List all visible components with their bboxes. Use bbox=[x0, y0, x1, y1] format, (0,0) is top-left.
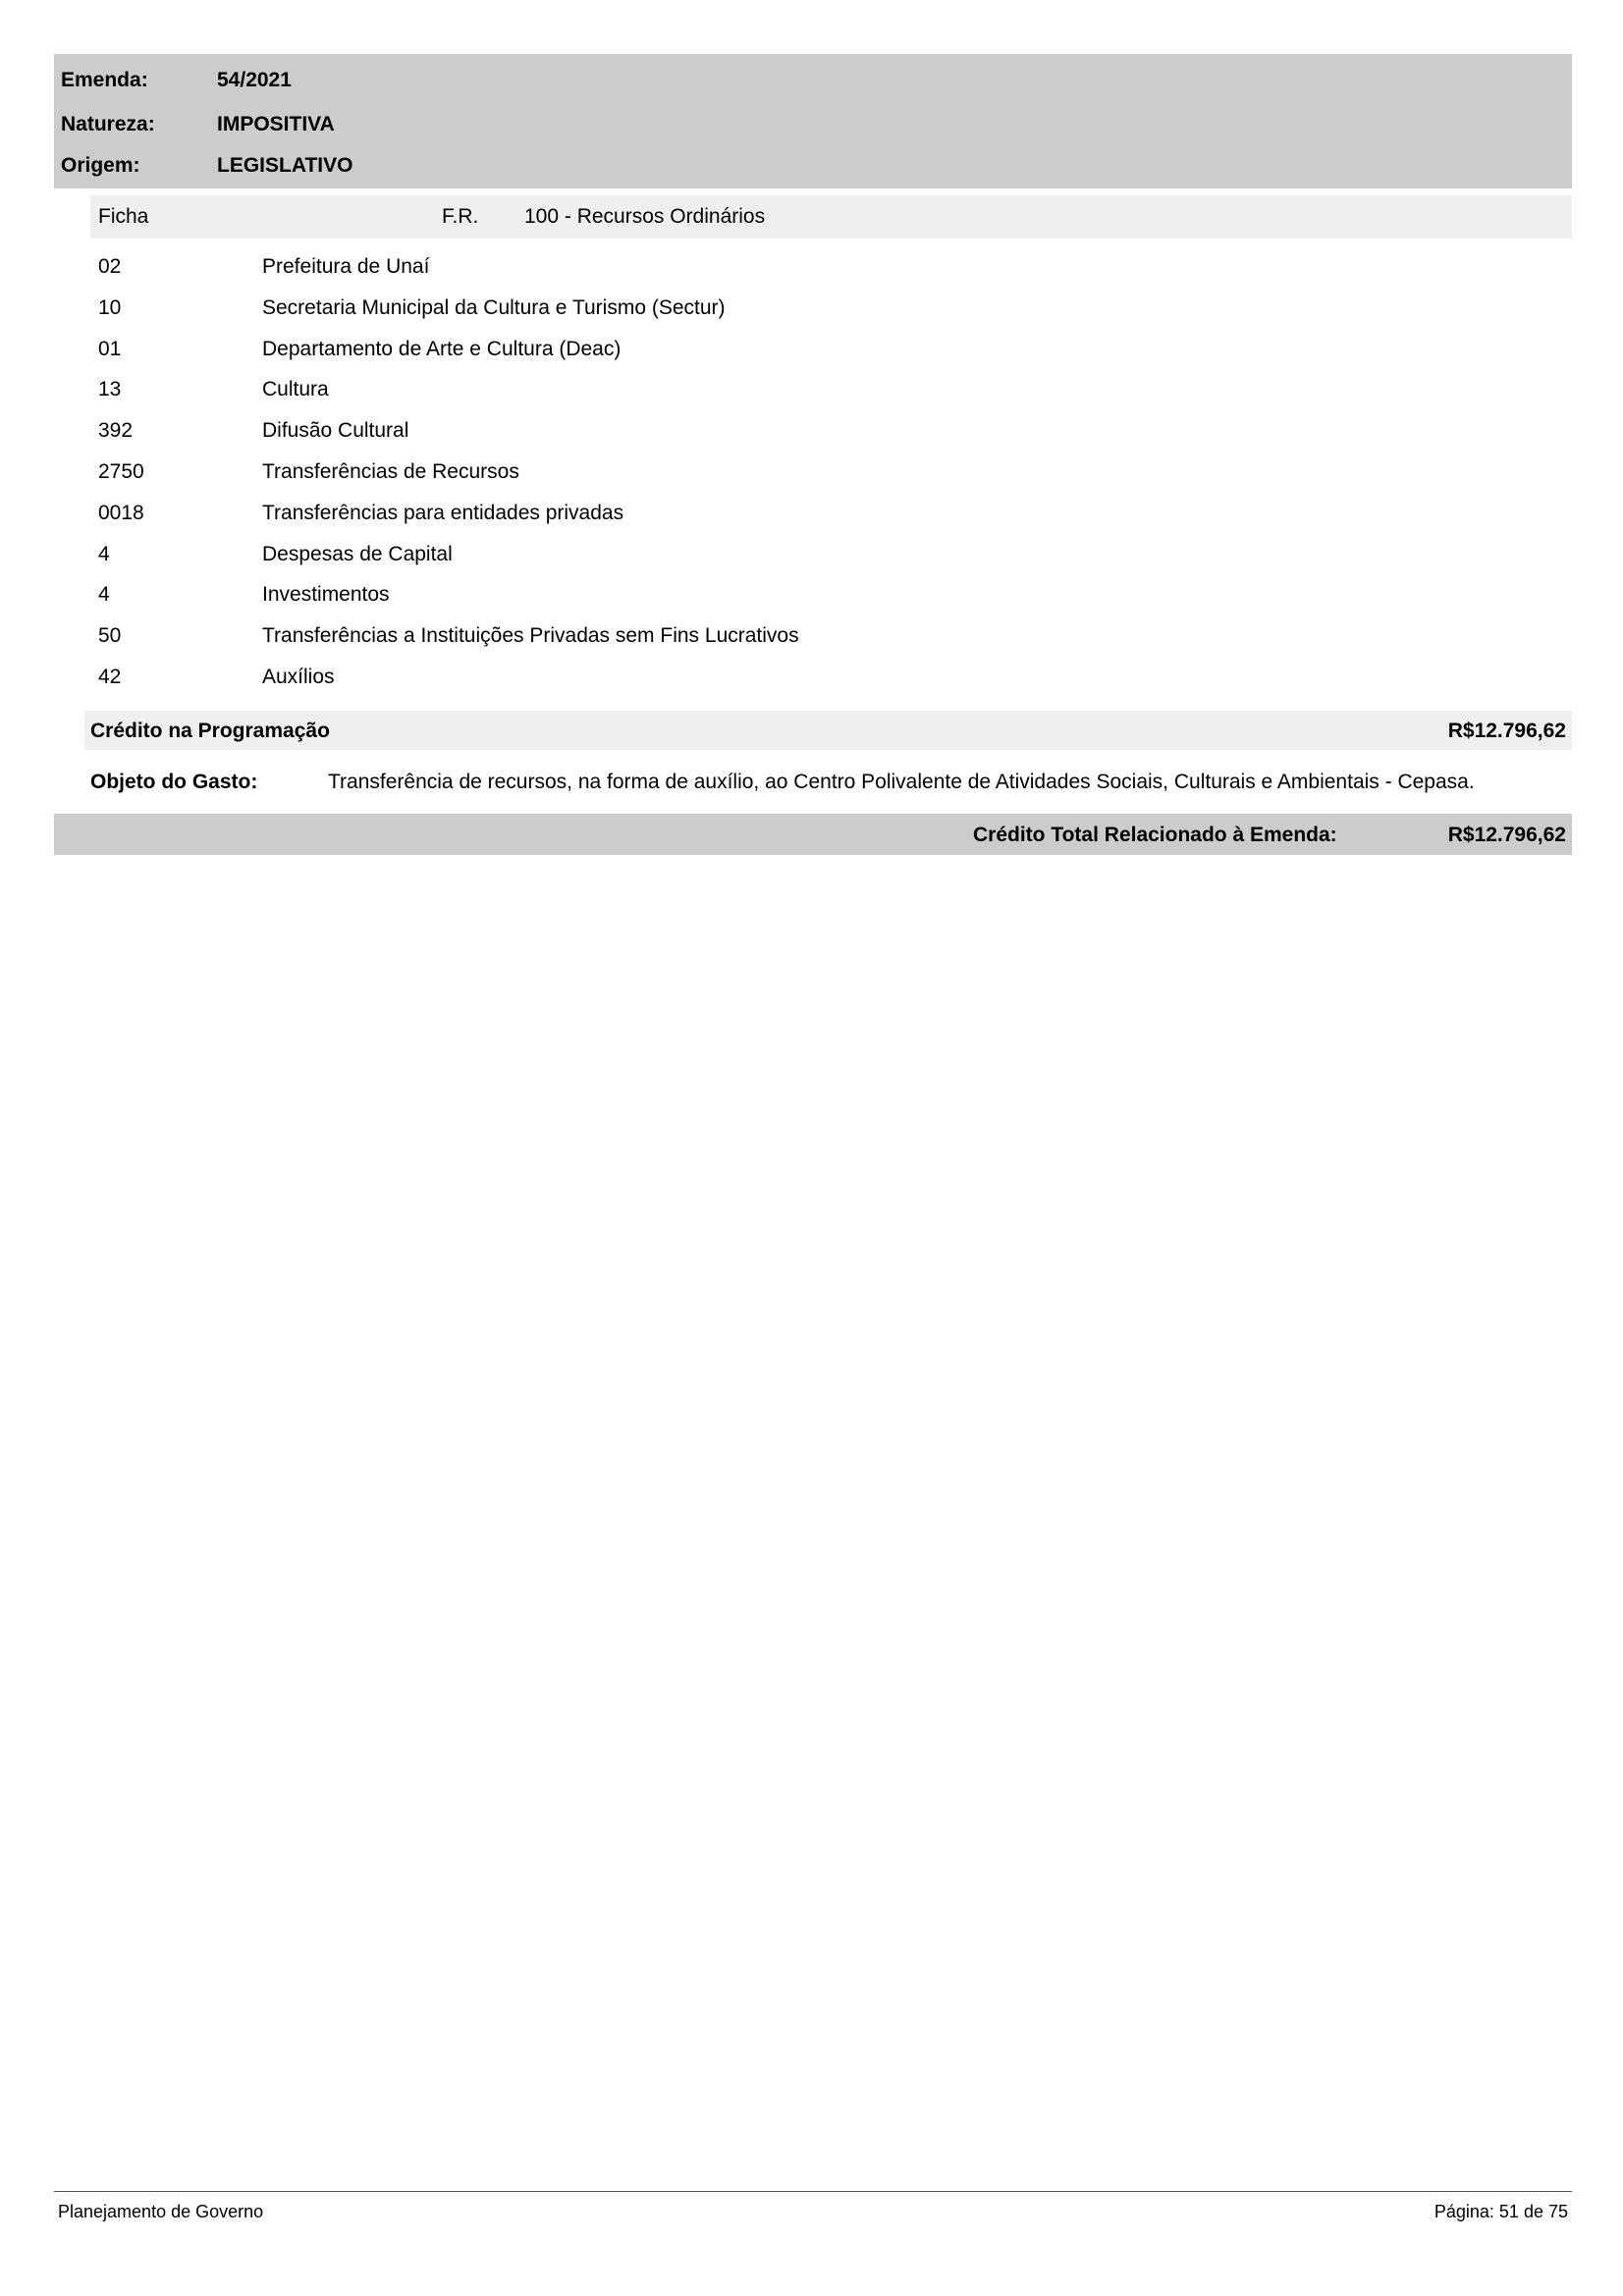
ficha-label: Ficha bbox=[98, 205, 149, 228]
footer-department: Planejamento de Governo bbox=[58, 2202, 264, 2221]
list-item bbox=[98, 502, 1473, 543]
classification-code: 2750 bbox=[98, 459, 144, 483]
classification-code: 42 bbox=[98, 665, 122, 688]
list-item bbox=[98, 543, 1473, 584]
origem-value: LEGISLATIVO bbox=[217, 154, 353, 177]
list-item bbox=[98, 419, 1473, 460]
natureza-value: IMPOSITIVA bbox=[217, 113, 335, 135]
classification-desc: Cultura bbox=[262, 378, 329, 401]
list-item bbox=[98, 296, 1473, 338]
classification-code: 392 bbox=[98, 419, 134, 443]
classification-code: 50 bbox=[98, 624, 122, 648]
origem-label: Origem: bbox=[61, 154, 140, 177]
classification-desc: Transferências para entidades privadas bbox=[262, 501, 624, 524]
classification-code: 01 bbox=[98, 337, 122, 360]
classification-desc: Secretaria Municipal da Cultura e Turismo (Sectur) bbox=[262, 295, 726, 319]
credito-programacao-bar bbox=[84, 711, 1572, 750]
list-item bbox=[98, 583, 1473, 624]
list-item bbox=[98, 460, 1473, 502]
classification-desc: Transferências a Instituições Privadas sem Fins Lucrativos bbox=[262, 624, 799, 648]
credito-total-label: Crédito Total Relacionado à Emenda: bbox=[973, 824, 1337, 846]
classification-code: 02 bbox=[98, 255, 122, 278]
classification-code: 0018 bbox=[98, 501, 144, 524]
natureza-label: Natureza: bbox=[61, 113, 155, 135]
classification-code: 4 bbox=[98, 542, 110, 565]
ficha-bar bbox=[90, 195, 1572, 239]
list-item bbox=[98, 624, 1473, 666]
classification-list bbox=[98, 255, 1473, 707]
list-item bbox=[98, 378, 1473, 419]
fonte-recurso-value: 100 - Recursos Ordinários bbox=[524, 205, 766, 228]
classification-desc: Auxílios bbox=[262, 665, 335, 688]
classification-code: 13 bbox=[98, 378, 122, 401]
classification-code: 4 bbox=[98, 583, 110, 607]
credito-programacao-value: R$12.796,62 bbox=[1447, 720, 1566, 742]
credito-programacao-label: Crédito na Programação bbox=[90, 720, 330, 742]
emenda-label: Emenda: bbox=[61, 69, 148, 91]
credito-total-bar bbox=[54, 814, 1572, 855]
page-number: Página: 51 de 75 bbox=[1434, 2202, 1568, 2221]
credito-total-value: R$12.796,62 bbox=[1447, 824, 1566, 846]
list-item bbox=[98, 338, 1473, 379]
classification-code: 10 bbox=[98, 295, 122, 319]
emenda-header bbox=[54, 54, 1572, 188]
objeto-gasto-value: Transferência de recursos, na forma de auxílio, ao Centro Polivalente de Atividades Sociais, Culturais e Ambientais - Cepasa. bbox=[328, 771, 1475, 793]
list-item bbox=[98, 255, 1473, 296]
classification-desc: Despesas de Capital bbox=[262, 542, 453, 565]
objeto-gasto-label: Objeto do Gasto: bbox=[90, 771, 258, 793]
classification-desc: Departamento de Arte e Cultura (Deac) bbox=[262, 337, 622, 360]
emenda-value: 54/2021 bbox=[217, 69, 292, 91]
classification-desc: Investimentos bbox=[262, 583, 390, 607]
fonte-recurso-label: F.R. bbox=[442, 205, 479, 228]
classification-desc: Prefeitura de Unaí bbox=[262, 255, 430, 278]
classification-desc: Transferências de Recursos bbox=[262, 459, 519, 483]
classification-desc: Difusão Cultural bbox=[262, 419, 409, 443]
list-item bbox=[98, 666, 1473, 707]
footer-divider bbox=[54, 2191, 1572, 2192]
